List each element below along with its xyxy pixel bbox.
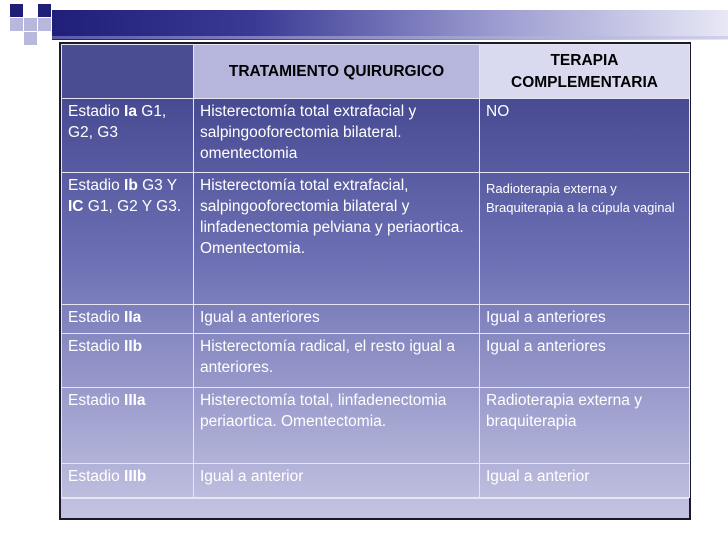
table-header-row xyxy=(62,45,690,99)
stage-cell xyxy=(62,464,194,498)
surgery-cell: Histerectomía total extrafacial y salpingooforectomia bilateral. omentectomia xyxy=(194,99,480,173)
stage-code: IIIa xyxy=(124,392,146,409)
stage-code: Ia xyxy=(124,103,137,120)
decor-square-3 xyxy=(38,4,51,17)
table-row xyxy=(62,173,690,305)
therapy-cell: Igual a anteriores xyxy=(480,334,690,388)
stage-code: IIa xyxy=(124,309,142,326)
stage-code: IIb xyxy=(124,338,143,355)
stage-code: Ib xyxy=(124,177,138,194)
table-row xyxy=(62,99,690,173)
header-stage xyxy=(62,45,194,99)
stage-prefix: Estadio xyxy=(68,338,125,355)
table-row xyxy=(62,388,690,464)
surgery-cell: Igual a anterior xyxy=(194,464,480,498)
surgery-cell: Histerectomía total extrafacial, salpingooforectomia bilateral y linfadenectomia pelviana y periaortica. Omentectomia. xyxy=(194,173,480,305)
therapy-cell: Igual a anteriores xyxy=(480,305,690,334)
stage-cell xyxy=(62,173,194,305)
decor-square-1 xyxy=(10,4,23,17)
stage-code-2: IC xyxy=(68,198,84,215)
stage-prefix: Estadio xyxy=(68,103,125,120)
stage-prefix: Estadio xyxy=(68,392,125,409)
stage-grades: G1, G2 Y G3. xyxy=(83,198,182,215)
treatment-table-grid xyxy=(61,44,690,498)
surgery-cell: Histerectomía radical, el resto igual a anteriores. xyxy=(194,334,480,388)
header-complementary-therapy: TERAPIA COMPLEMENTARIA xyxy=(480,45,690,99)
decor-square-5 xyxy=(38,18,51,31)
table-row xyxy=(62,464,690,498)
table-row xyxy=(62,334,690,388)
stage-code: IIIb xyxy=(124,468,147,485)
stage-cell xyxy=(62,99,194,173)
treatment-table xyxy=(59,42,691,520)
stage-prefix: Estadio xyxy=(68,468,125,485)
stage-grades: G1, G2, G3 xyxy=(68,103,167,141)
decor-square-2 xyxy=(24,18,37,31)
therapy-cell: NO xyxy=(480,99,690,173)
stage-cell xyxy=(62,334,194,388)
therapy-cell: Igual a anterior xyxy=(480,464,690,498)
stage-cell xyxy=(62,388,194,464)
stage-prefix: Estadio xyxy=(68,309,125,326)
table-row xyxy=(62,305,690,334)
stage-connector: G3 Y xyxy=(137,177,177,194)
decor-square-4 xyxy=(10,18,23,31)
therapy-cell: Radioterapia externa y braquiterapia xyxy=(480,388,690,464)
stage-cell xyxy=(62,305,194,334)
surgery-cell: Igual a anteriores xyxy=(194,305,480,334)
surgery-cell: Histerectomía total, linfadenectomia periaortica. Omentectomia. xyxy=(194,388,480,464)
table-bottom-strip xyxy=(61,498,689,509)
header-surgical-treatment: TRATAMIENTO QUIRURGICO xyxy=(194,45,480,99)
stage-prefix: Estadio xyxy=(68,177,125,194)
title-underline xyxy=(52,36,728,39)
decor-square-6 xyxy=(24,32,37,45)
therapy-cell: Radioterapia externa y Braquiterapia a la cúpula vaginal xyxy=(480,173,690,305)
